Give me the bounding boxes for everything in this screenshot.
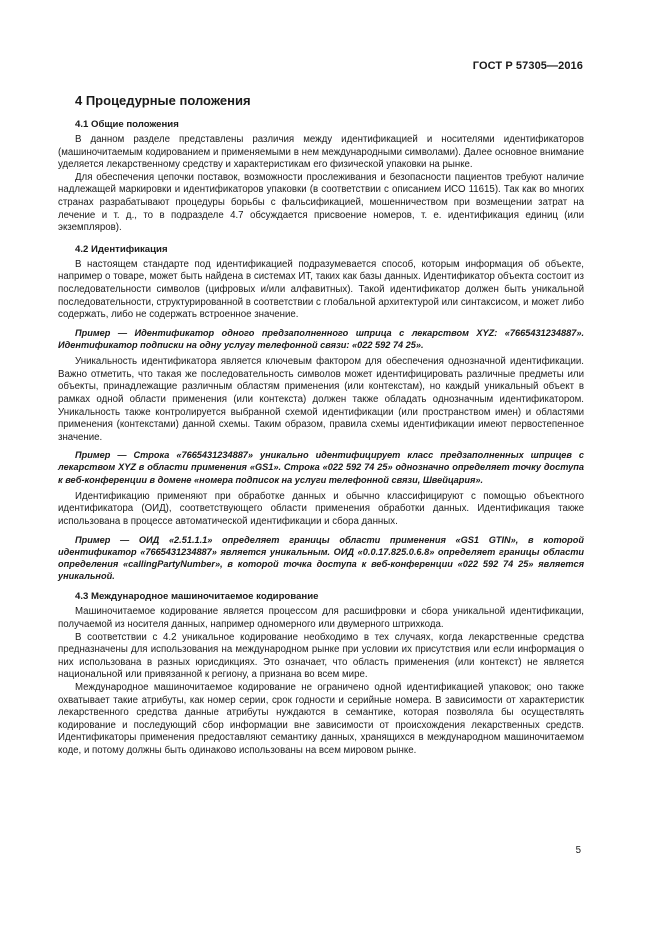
section-title: 4 Процедурные положения bbox=[75, 93, 251, 108]
page-number: 5 bbox=[575, 845, 581, 856]
paragraph: Уникальность идентификатора является ключевым фактором для обеспечения однозначной идентификации. Важно отметить, что такая же последовательность символов может идентифицировать различные предметы или объекты, принадлежащие различным областям применения (или контекстам), но каждый уникальный объект в рамках одной области применения (или контекста) должен также обладать однозначным идентификатором. Уникальность также контролируется выбранной схемой идентификации (или пространством имен) и областями применения (контекстами) данной схемы. Таким образом, правила схемы идентификации имеют первостепенное значение. bbox=[58, 356, 584, 443]
paragraph: Для обеспечения цепочки поставок, возможности прослеживания и безопасности пациентов требуют наличие надлежащей маркировки и идентификаторов упаковки (в соответствии с описанием ИСО 11615). Так как во многих странах разрабатывают процедуры борьбы с фальсификацией, мошенничеством при возмещении затрат на лечение и т. д., то в подразделе 4.7 обсуждается присвоение номеров, т. е. идентификация единиц (или экземпляров). bbox=[58, 171, 584, 234]
page-content bbox=[58, 92, 584, 758]
subsection-title-4-3: 4.3 Международное машиночитаемое кодирование bbox=[75, 591, 319, 603]
subsection-title-4-2: 4.2 Идентификация bbox=[75, 243, 168, 255]
paragraph: Машиночитаемое кодирование является процессом для расшифровки и сбора уникальной идентификации, получаемой из носителя данных, например одномерного или двумерного штрихкода. bbox=[58, 606, 584, 631]
example-note: Пример — ОИД «2.51.1.1» определяет границы области применения «GS1 GTIN», в которой идентификатор «7665431234887» является уникальным. ОИД «0.0.17.825.0.6.8» определяет границы области определения «callingPartyNumber», в которой точка доступа к веб-конференции «022 592 74 25» является уникальной. bbox=[58, 534, 584, 582]
example-note: Пример — Идентификатор одного предзаполненного шприца с лекарством XYZ: «7665431234887». Идентификатор подписки на одну услугу телефонной связи: «022 592 74 25». bbox=[58, 327, 584, 350]
paragraph: В соответствии с 4.2 уникальное кодирование необходимо в тех случаях, когда лекарственные средства предназначены для использования на международном рынке при условии их присутствия или если информация о них использована в разных юрисдикциях. Это означает, что область применения (или контекст) не является национальной или привязанной к региону, а признана во всем мире. bbox=[58, 631, 584, 681]
subsection-title-4-1: 4.1 Общие положения bbox=[75, 119, 179, 130]
paragraph: В настоящем стандарте под идентификацией подразумевается способ, которым информация об объекте, например о товаре, может быть найдена в системах ИТ, таких как базы данных. Идентификатор объекта состоит из последовательности символов (цифровых и/или алфавитных). Такой идентификатор должен быть уникальной последовательности, структурированной в соответствии с глобальной архитектурой или синтаксисом, и может либо содержать, либо не содержать встроенное значение. bbox=[58, 258, 584, 321]
example-note: Пример — Строка «7665431234887» уникально идентифицирует класс предзаполненных шприцев с лекарством XYZ в области применения «GS1». Строка «022 592 74 25» однозначно определяет точку доступа к веб-конференции в домене «номера подписок на услуги телефонной связи, Швейцария». bbox=[58, 450, 584, 485]
paragraph: В данном разделе представлены различия между идентификацией и носителями идентификаторов (машиночитаемым кодированием и применяемыми в нем международными символами). Далее основное внимание уделяется лекарственному средству и характеристикам его физической упаковки на рынке. bbox=[58, 134, 584, 171]
paragraph: Идентификацию применяют при обработке данных и обычно классифицируют с помощью объектного идентификатора (ОИД), соответствующего области применения обработки данных. Идентификация также использована в процессе автоматической идентификации и сбора данных. bbox=[58, 490, 584, 528]
paragraph: Международное машиночитаемое кодирование не ограничено одной идентификацией упаковок; оно также охватывает такие атрибуты, как номер серии, срок годности и серийные номера. В зависимости от характеристик лекарственного средства данные атрибуты нуждаются в семантике, которая позволяла бы осуществлять кодирование и последующий сбор информации вне зависимости от происхождения лекарственных средств. Идентификаторы применения предоставляют семантику данных, хранящихся в международном машиночитаемом коде, и потому должны быть одинаково использованы на всем мировом рынке. bbox=[58, 682, 584, 757]
standard-id-header: ГОСТ Р 57305—2016 bbox=[472, 60, 583, 72]
